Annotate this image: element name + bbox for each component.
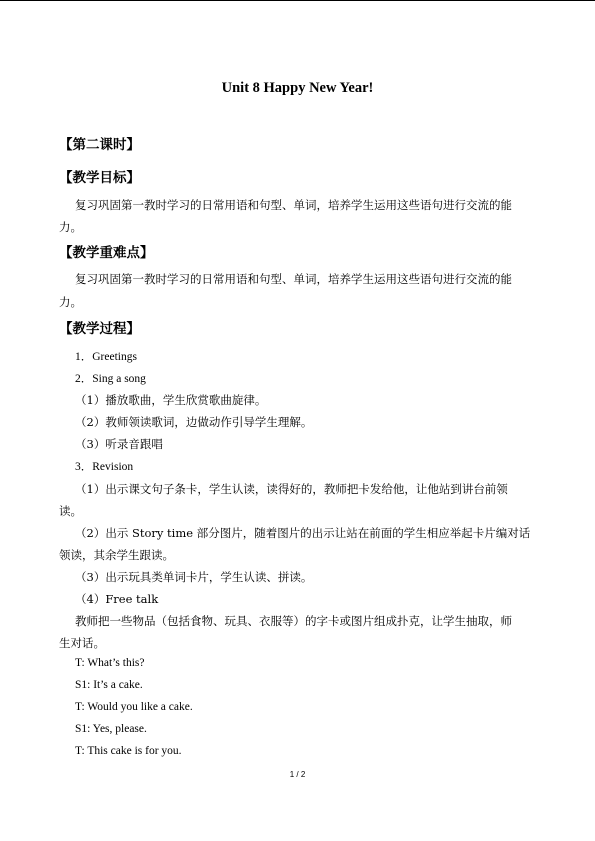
objectives-heading: 【教学目标】 (59, 170, 140, 186)
dialogue-line: T: Would you like a cake. (75, 701, 193, 713)
step-2-item-1: （1）播放歌曲，学生欣赏歌曲旋律。 (75, 393, 267, 407)
step-2-sing-a-song: 2．Sing a song (75, 373, 146, 385)
free-talk-text-line-2: 生对话。 (59, 636, 105, 650)
step-3-item-3: （3）出示玩具类单词卡片，学生认读、拼读。 (75, 570, 313, 584)
keypoints-heading: 【教学重难点】 (59, 245, 154, 261)
page-number: 1 / 2 (289, 770, 306, 779)
process-heading: 【教学过程】 (59, 321, 140, 337)
step-2-item-2: （2）教师领读歌词，边做动作引导学生理解。 (75, 415, 313, 429)
objectives-text-line-1: 复习巩固第一教时学习的日常用语和句型、单词，培养学生运用这些语句进行交流的能 (75, 198, 512, 212)
step-3-item-2-line-2: 领读，其余学生跟读。 (59, 548, 174, 562)
step-3-item-1-line-2: 读。 (59, 504, 82, 518)
step-1-greetings: 1．Greetings (75, 351, 137, 363)
step-3-revision: 3．Revision (75, 461, 134, 473)
keypoints-text-line-2: 力。 (59, 295, 82, 309)
objectives-text-line-2: 力。 (59, 220, 82, 234)
step-2-item-3: （3）听录音跟唱 (75, 437, 163, 451)
step-3-item-1-line-1: （1）出示课文句子条卡，学生认读，读得好的，教师把卡发给他，让他站到讲台前领 (75, 482, 508, 496)
page-title: Unit 8 Happy New Year! (221, 80, 374, 96)
lesson-heading: 【第二课时】 (59, 137, 140, 153)
free-talk-text-line-1: 教师把一些物品（包括食物、玩具、衣服等）的字卡或图片组成扑克，让学生抽取，师 (75, 614, 512, 628)
dialogue-line: S1: Yes, please. (75, 723, 147, 735)
step-3-item-2-line-1: （2）出示 Story time 部分图片，随着图片的出示让站在前面的学生相应举起卡片编对话 (75, 526, 531, 540)
dialogue-line: T: What’s this? (75, 657, 145, 669)
top-border-rule (0, 0, 595, 1)
dialogue-line: S1: It’s a cake. (75, 679, 143, 691)
dialogue-line: T: This cake is for you. (75, 745, 182, 757)
step-3-item-4-free-talk: （4）Free talk (75, 592, 159, 606)
keypoints-text-line-1: 复习巩固第一教时学习的日常用语和句型、单词，培养学生运用这些语句进行交流的能 (75, 272, 512, 286)
